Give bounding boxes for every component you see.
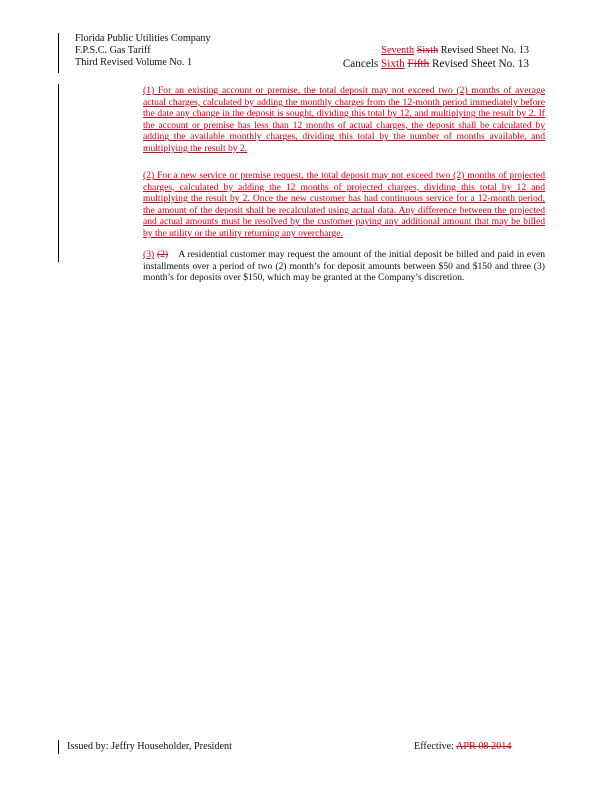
sheet-old-ordinal: Sixth (416, 45, 439, 56)
cancels-suffix: Revised Sheet No. 13 (429, 58, 529, 70)
issued-by: Issued by: Jeffry Householder, President (67, 741, 232, 752)
sheet-new-ordinal: Seventh (381, 45, 415, 56)
effective-date-struck: APR 08 2014 (455, 741, 512, 752)
revision-bar-body (58, 84, 59, 262)
volume-label: Third Revised Volume No. 1 (75, 57, 193, 69)
paragraph-installments-text: A residential customer may request the amount of the initial deposit be billed and paid in even installments over a period of two (2) month’s for deposit amounts between $50 and $150 and three (3) month’s for deposits over $150, which may be granted at the Company’s discretion. (143, 249, 546, 284)
effective-label: Effective: (414, 741, 456, 752)
company-name: Florida Public Utilities Company (75, 33, 211, 44)
paragraph-new-number: (3) (143, 249, 155, 260)
sheet-number-line (343, 45, 529, 58)
sheet-suffix: Revised Sheet No. 13 (438, 45, 529, 56)
paragraph-existing-account: (1) For an existing account or premise, the total deposit may not exceed two (2) months of average actual charges, calculated by adding the monthly charges from the 12-month period immediately before the date any change in the deposit is sought, dividing this total by 12, and multiplying the result by 2. If the account or premise has less than 12 months of actual charges, the deposit shall be calculated by adding the available monthly charges, dividing this total by the number of months available, and multiplying the result by 2. (143, 85, 545, 154)
paragraph-old-number: (2) (156, 249, 169, 260)
paragraph-installments (143, 249, 545, 284)
revision-bar-header (58, 33, 59, 73)
cancels-line (343, 58, 529, 72)
header-left-block (75, 33, 211, 70)
revision-bar-footer (58, 740, 59, 754)
cancels-old-ordinal: Fifth (407, 58, 430, 70)
paragraph-new-service: (2) For a new service or premise request, the total deposit may not exceed two (2) months of projected charges, calculated by adding the 12 months of projected charges, dividing this total by 12 and multiplying the result by 2. Once the new customer has had continuous service for a 12-month period, the amount of the deposit shall be recalculated using actual data. Any difference between the projected and actual amounts must be resolved by the customer paying any additional amount that may be billed by the utility or the utility returning any overcharge. (143, 170, 545, 239)
tariff-name: F.P.S.C. Gas Tariff (75, 45, 151, 57)
effective-line (414, 741, 511, 753)
header-right-block (343, 45, 529, 72)
cancels-new-ordinal: Sixth (381, 58, 405, 70)
cancels-label: Cancels (342, 58, 382, 70)
